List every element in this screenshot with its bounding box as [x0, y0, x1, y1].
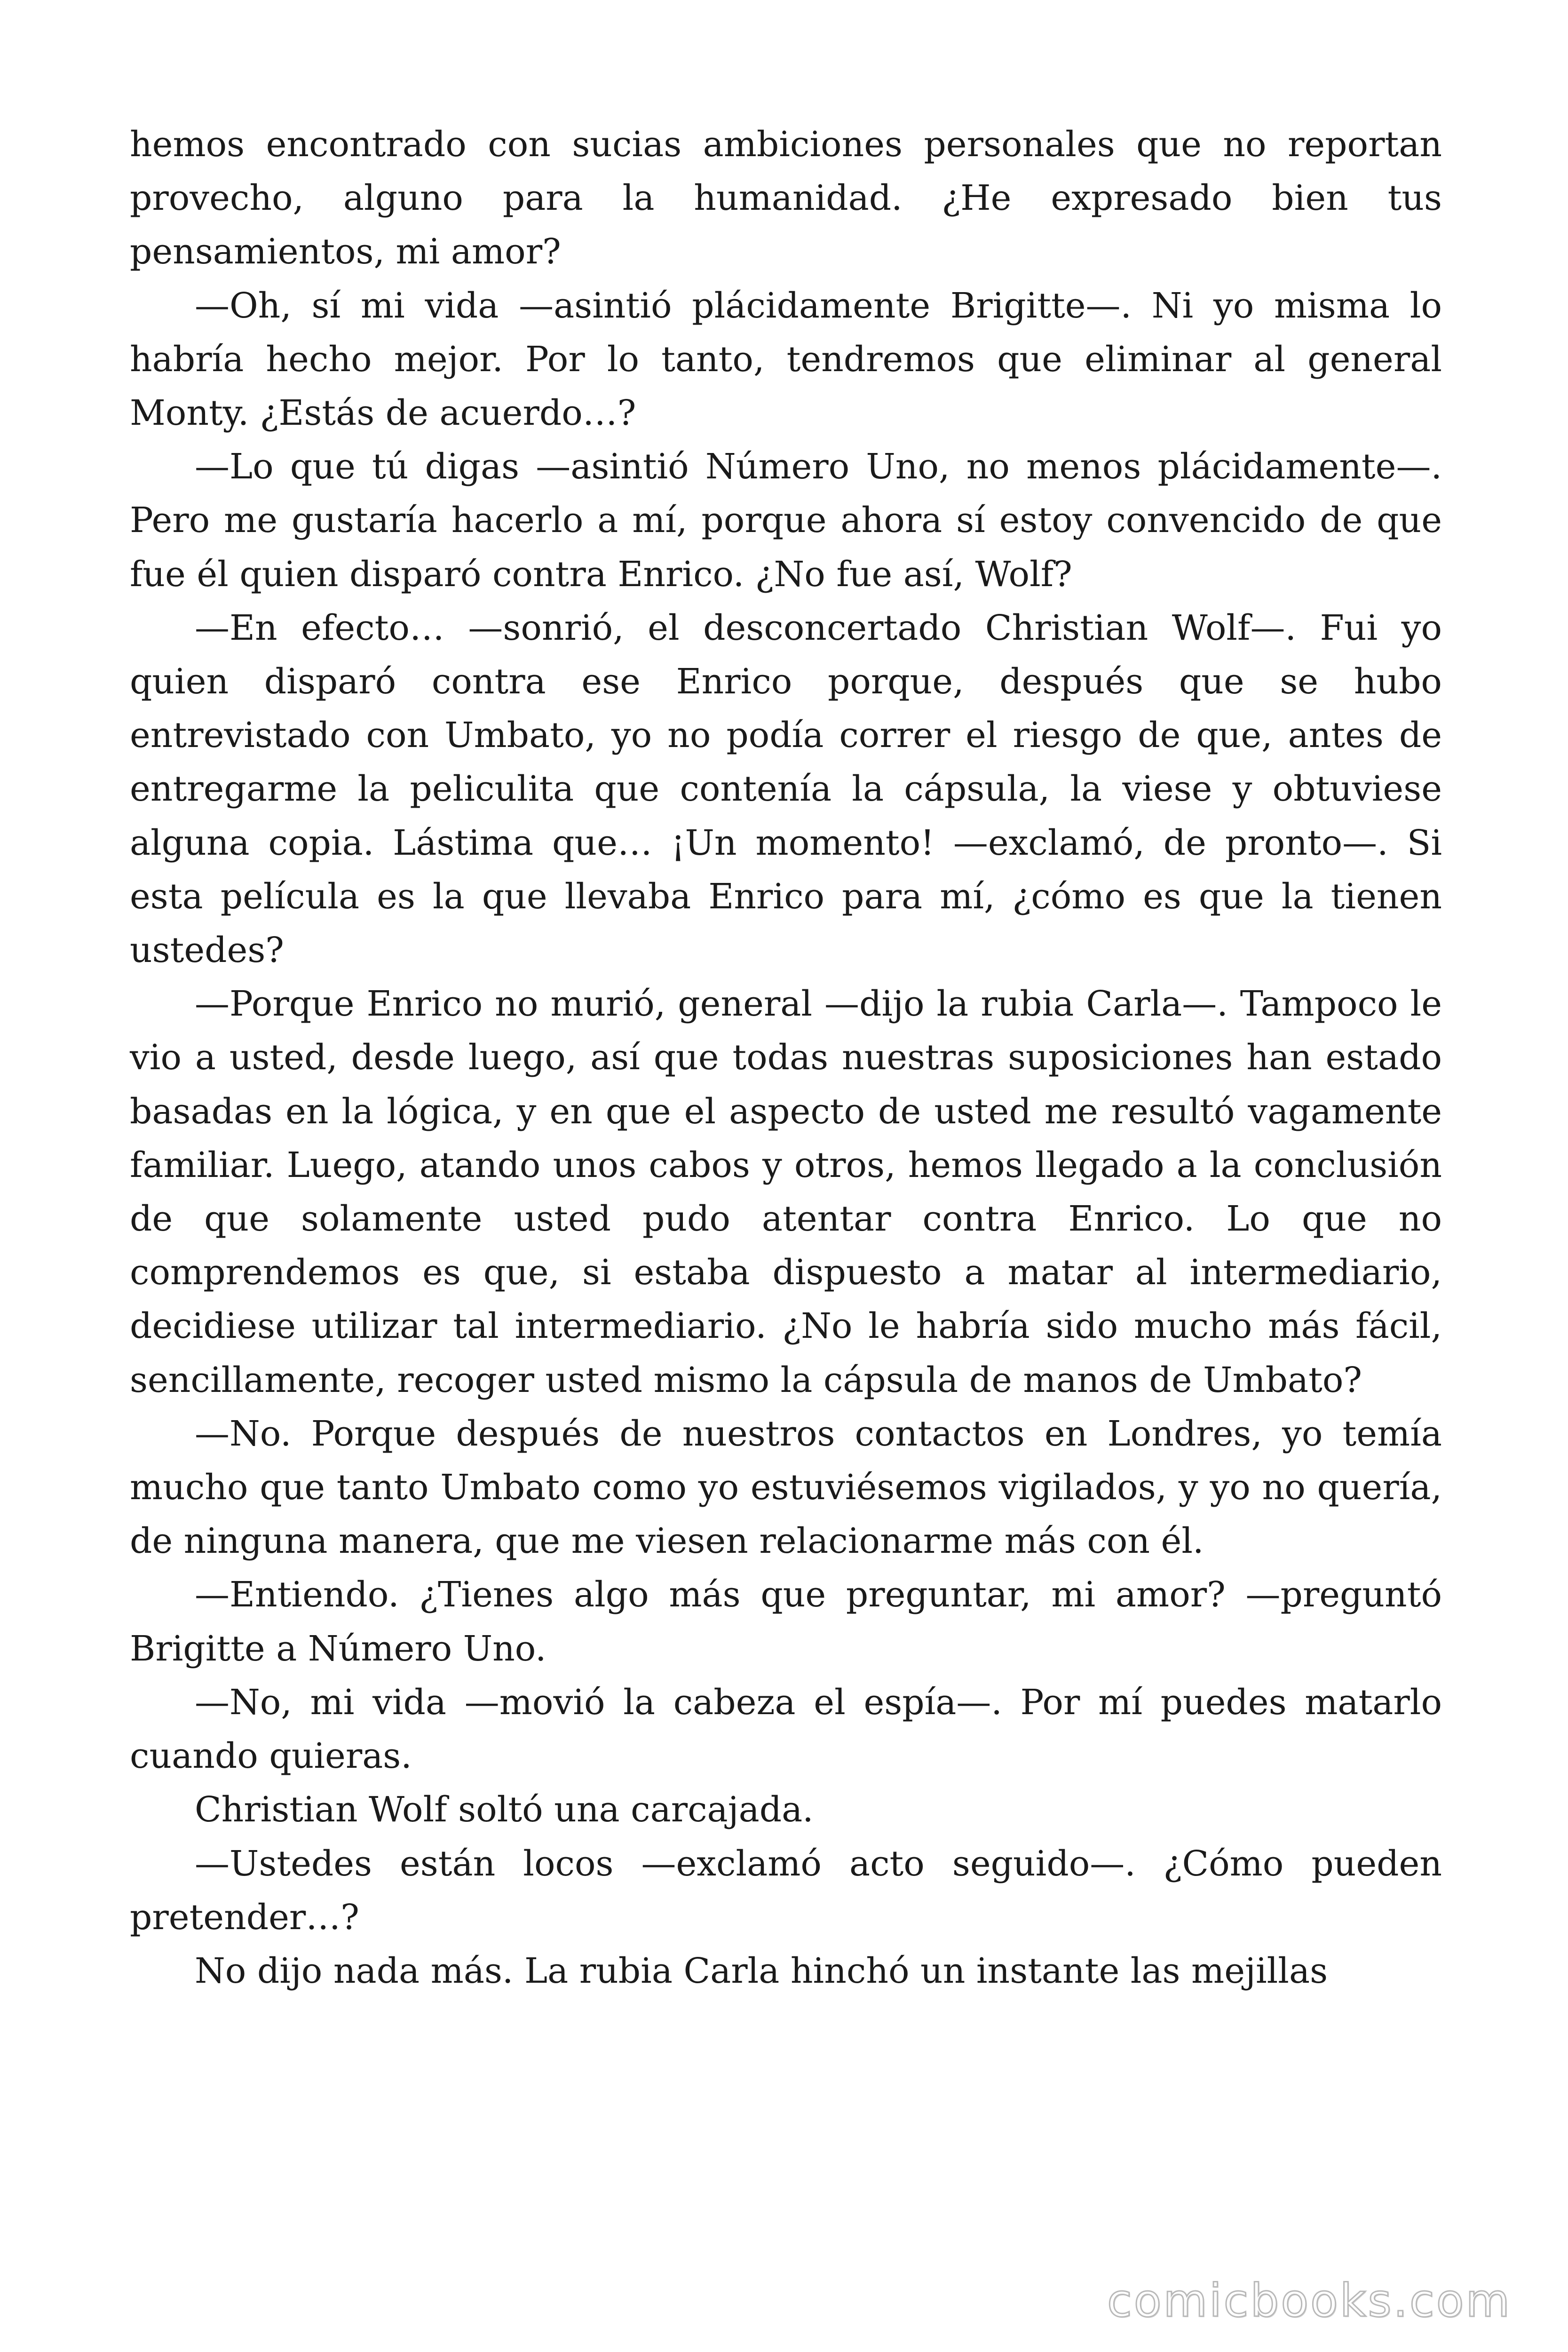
watermark: comicbooks.com: [1107, 2274, 1512, 2327]
paragraph: hemos encontrado con sucias ambiciones personales que no reportan provecho, alguno para la humanidad. ¿He expresado bien tus pensamientos, mi amor?: [130, 124, 1442, 272]
paragraph: No dijo nada más. La rubia Carla hinchó un instante las mejillas: [195, 1950, 1328, 1991]
paragraph: —No, mi vida —movió la cabeza el espía—. Por mí puedes matarlo cuando quieras.: [130, 1682, 1442, 1777]
paragraph: Christian Wolf soltó una carcajada.: [195, 1789, 814, 1830]
paragraph: —Ustedes están locos —exclamó acto seguido—. ¿Cómo pueden pretender…?: [130, 1843, 1442, 1938]
paragraph: —Entiendo. ¿Tienes algo más que preguntar, mi amor? —preguntó Brigitte a Número Uno.: [130, 1574, 1442, 1669]
paragraph: —Lo que tú digas —asintió Número Uno, no menos plácidamente—. Pero me gustaría hacerlo a mí, porque ahora sí estoy convencido de que fue él quien disparó contra Enrico. ¿No fue así, Wolf?: [130, 446, 1442, 595]
paragraph: —No. Porque después de nuestros contactos en Londres, yo temía mucho que tanto Umbato como yo estuviésemos vigilados, y yo no quería, de ninguna manera, que me viesen relacionarme más con él.: [130, 1413, 1442, 1562]
paragraph: —Oh, sí mi vida —asintió plácidamente Brigitte—. Ni yo misma lo habría hecho mejor. Por lo tanto, tendremos que eliminar al general Monty. ¿Estás de acuerdo…?: [130, 285, 1442, 434]
paragraph: —Porque Enrico no murió, general —dijo la rubia Carla—. Tampoco le vio a usted, desde luego, así que todas nuestras suposiciones han estado basadas en la lógica, y en que el aspecto de usted me resultó vagamente familiar. Luego, atando unos cabos y otros, hemos llegado a la conclusión de que solamente usted pudo atentar contra Enrico. Lo que no comprendemos es que, si estaba dispuesto a matar al intermediario, decidiese utilizar tal intermediario. ¿No le habría sido mucho más fácil, sencillamente, recoger usted mismo la cápsula de manos de Umbato?: [130, 984, 1442, 1400]
body-text: [130, 118, 1442, 1998]
paragraph: —En efecto… —sonrió, el desconcertado Christian Wolf—. Fui yo quien disparó contra ese Enrico porque, después que se hubo entrevistado con Umbato, yo no podía correr el riesgo de que, antes de entregarme la peliculita que contenía la cápsula, la viese y obtuviese alguna copia. Lástima que… ¡Un momento! —exclamó, de pronto—. Si esta película es la que llevaba Enrico para mí, ¿cómo es que la tienen ustedes?: [130, 607, 1442, 971]
